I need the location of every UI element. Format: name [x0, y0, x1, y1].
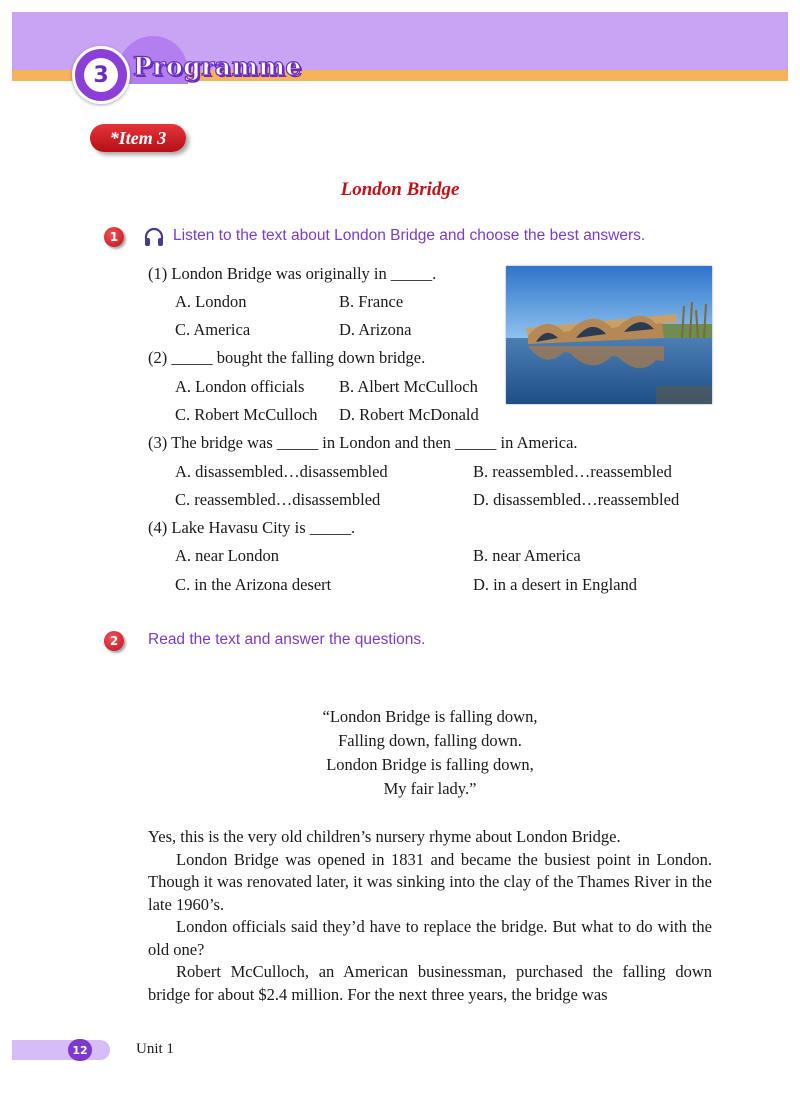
question-4-option-b: B. near America: [473, 546, 581, 565]
unit-label: Unit 1: [136, 1041, 174, 1057]
question-1-option-d: D. Arizona: [339, 320, 412, 339]
exercise-1-instruction: Listen to the text about London Bridge and choose the best answers.: [173, 227, 646, 244]
exercise-1-badge: 1: [104, 227, 124, 247]
paragraph-1: Yes, this is the very old children’s nursery rhyme about London Bridge.: [148, 827, 621, 846]
page-number: 12: [68, 1039, 92, 1061]
question-2-option-b: B. Albert McCulloch: [339, 377, 478, 396]
london-bridge-photo: [506, 266, 712, 404]
question-4-option-a: A. near London: [175, 546, 280, 565]
page-title: London Bridge: [340, 179, 460, 200]
question-3-option-c: C. reassembled…disassembled: [175, 490, 381, 509]
question-2-stem: (2) _____ bought the falling down bridge.: [148, 348, 426, 367]
question-3-stem: (3) The bridge was _____ in London and then _____ in America.: [148, 433, 578, 452]
paragraph-3: London officials said they’d have to replace the bridge. But what to do with the old one?: [148, 917, 712, 959]
section-number-badge: [72, 46, 130, 104]
poem-line-2: Falling down, falling down.: [338, 731, 522, 750]
exercise-2-instruction: Read the text and answer the questions.: [148, 631, 426, 648]
question-2-option-c: C. Robert McCulloch: [175, 405, 318, 424]
question-4-option-c: C. in the Arizona desert: [175, 575, 332, 594]
question-3-option-b: B. reassembled…reassembled: [473, 462, 672, 481]
question-2-option-a: A. London officials: [175, 377, 305, 396]
headphones-icon: [143, 226, 165, 248]
paragraph-4: Robert McCulloch, an American businessman, purchased the falling down bridge for about $2.4 million. For the next three years, the bridge was: [148, 962, 712, 1004]
poem-line-4: My fair lady.”: [383, 779, 477, 798]
section-title: Programme: [133, 52, 302, 81]
question-4-stem: (4) Lake Havasu City is _____.: [148, 518, 356, 537]
section-number: 3: [84, 58, 118, 92]
question-3-option-d: D. disassembled…reassembled: [473, 490, 680, 509]
question-1-option-a: A. London: [175, 292, 247, 311]
paragraph-2: London Bridge was opened in 1831 and became the busiest point in London. Though it was renovated later, it was sinking into the clay of the Thames River in the late 1960’s.: [148, 849, 712, 914]
footer-bar: [12, 1040, 110, 1060]
question-1-option-b: B. France: [339, 292, 404, 311]
question-2-option-d: D. Robert McDonald: [339, 405, 479, 424]
poem-line-3: London Bridge is falling down,: [326, 755, 534, 774]
item-badge: *Item 3: [90, 124, 186, 152]
question-4-option-d: D. in a desert in England: [473, 575, 638, 594]
question-1-stem: (1) London Bridge was originally in _____.: [148, 264, 437, 283]
poem-line-1: “London Bridge is falling down,: [322, 707, 538, 726]
question-3-option-a: A. disassembled…disassembled: [175, 462, 388, 481]
exercise-2-badge: 2: [104, 631, 124, 651]
question-1-option-c: C. America: [175, 320, 251, 339]
reading-passage: [148, 826, 712, 1006]
